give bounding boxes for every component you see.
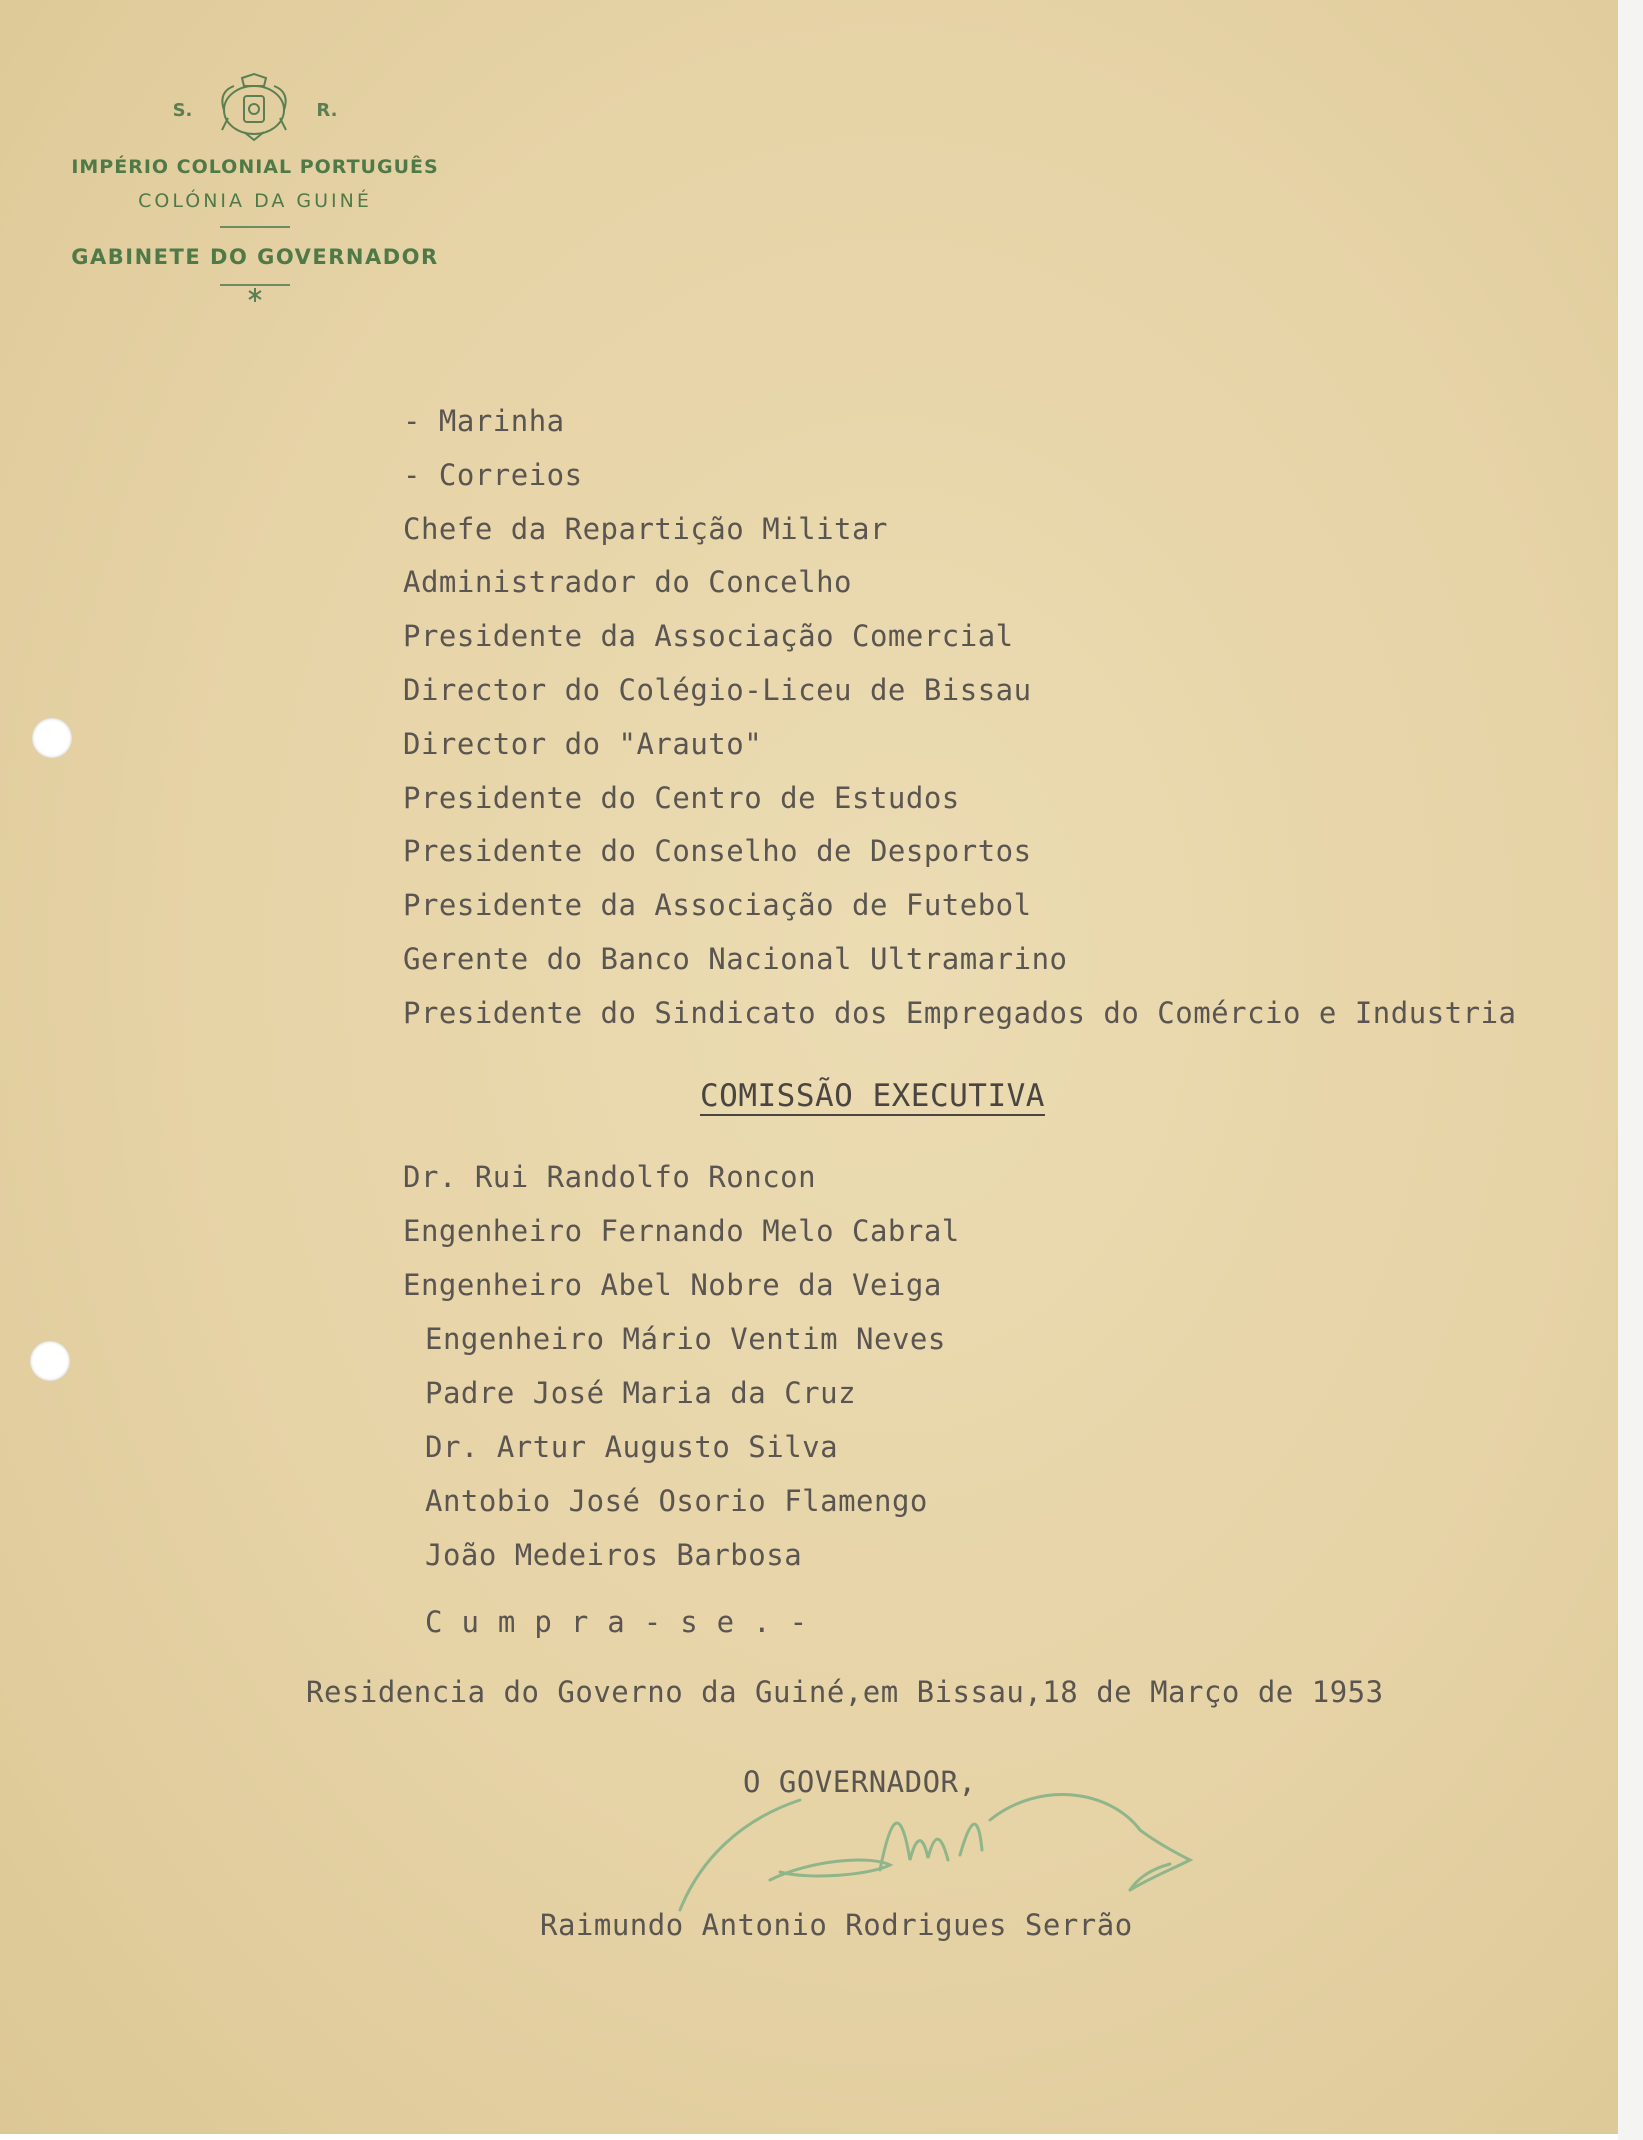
recipient-line: Presidente da Associação Comercial [403, 619, 1014, 654]
letterhead-empire: IMPÉRIO COLONIAL PORTUGUÊS [71, 156, 439, 178]
recipient-line: Presidente da Associação de Futebol [403, 888, 1032, 923]
handwritten-signature [660, 1760, 1200, 1930]
recipient-line: Director do "Arauto" [403, 726, 763, 761]
recipient-line: Presidente do Sindicato dos Empregados do Comércio e Industria [403, 995, 1517, 1030]
recipient-line: Administrador do Concelho [403, 565, 852, 600]
punch-hole-bottom [30, 1341, 70, 1381]
closing-formula: Cumpra-se.- [425, 1605, 827, 1639]
recipient-line: Director do Colégio-Liceu de Bissau [403, 672, 1032, 707]
recipient-line: Presidente do Conselho de Desportos [403, 834, 1032, 869]
recipient-line: Presidente do Centro de Estudos [403, 780, 960, 815]
committee-member: Antobio José Osorio Flamengo [425, 1484, 928, 1518]
section-heading: COMISSÃO EXECUTIVA [700, 1078, 1045, 1114]
committee-member: João Medeiros Barbosa [425, 1538, 803, 1572]
signer-name: Raimundo Antonio Rodrigues Serrão [540, 1908, 1133, 1942]
crest-letter-right: R. [316, 99, 338, 121]
committee-member: Dr. Rui Randolfo Roncon [403, 1160, 817, 1194]
recipient-line: Chefe da Repartição Militar [403, 511, 888, 546]
coat-of-arms-icon [214, 72, 294, 148]
committee-member: Engenheiro Abel Nobre da Veiga [403, 1268, 942, 1302]
recipient-list [403, 395, 1517, 1041]
recipient-line: Gerente do Banco Nacional Ultramarino [403, 941, 1068, 976]
scan-margin [1618, 0, 1643, 2140]
crest-row [55, 70, 455, 150]
asterisk-ornament-icon [245, 286, 265, 308]
letterhead-office: GABINETE DO GOVERNADOR [71, 245, 439, 269]
place-and-date: Residencia do Governo da Guiné,em Bissau,18 de Março de 1953 [306, 1675, 1384, 1709]
letterhead-divider [220, 226, 290, 228]
crest-letter-left: S. [172, 99, 193, 121]
committee-member: Dr. Artur Augusto Silva [425, 1430, 839, 1464]
signature-role: O GOVERNADOR, [743, 1765, 977, 1799]
committee-member: Padre José Maria da Cruz [425, 1376, 857, 1410]
punch-hole-top [32, 718, 72, 758]
committee-member-list [403, 1150, 960, 1582]
letterhead [55, 70, 455, 308]
letterhead-colony: COLÓNIA DA GUINÉ [138, 190, 372, 212]
committee-member: Engenheiro Fernando Melo Cabral [403, 1214, 960, 1248]
recipient-line: - Marinha [403, 404, 565, 438]
recipient-line: - Correios [403, 457, 583, 492]
letterhead-ornament [55, 284, 455, 308]
committee-member: Engenheiro Mário Ventim Neves [425, 1322, 946, 1356]
